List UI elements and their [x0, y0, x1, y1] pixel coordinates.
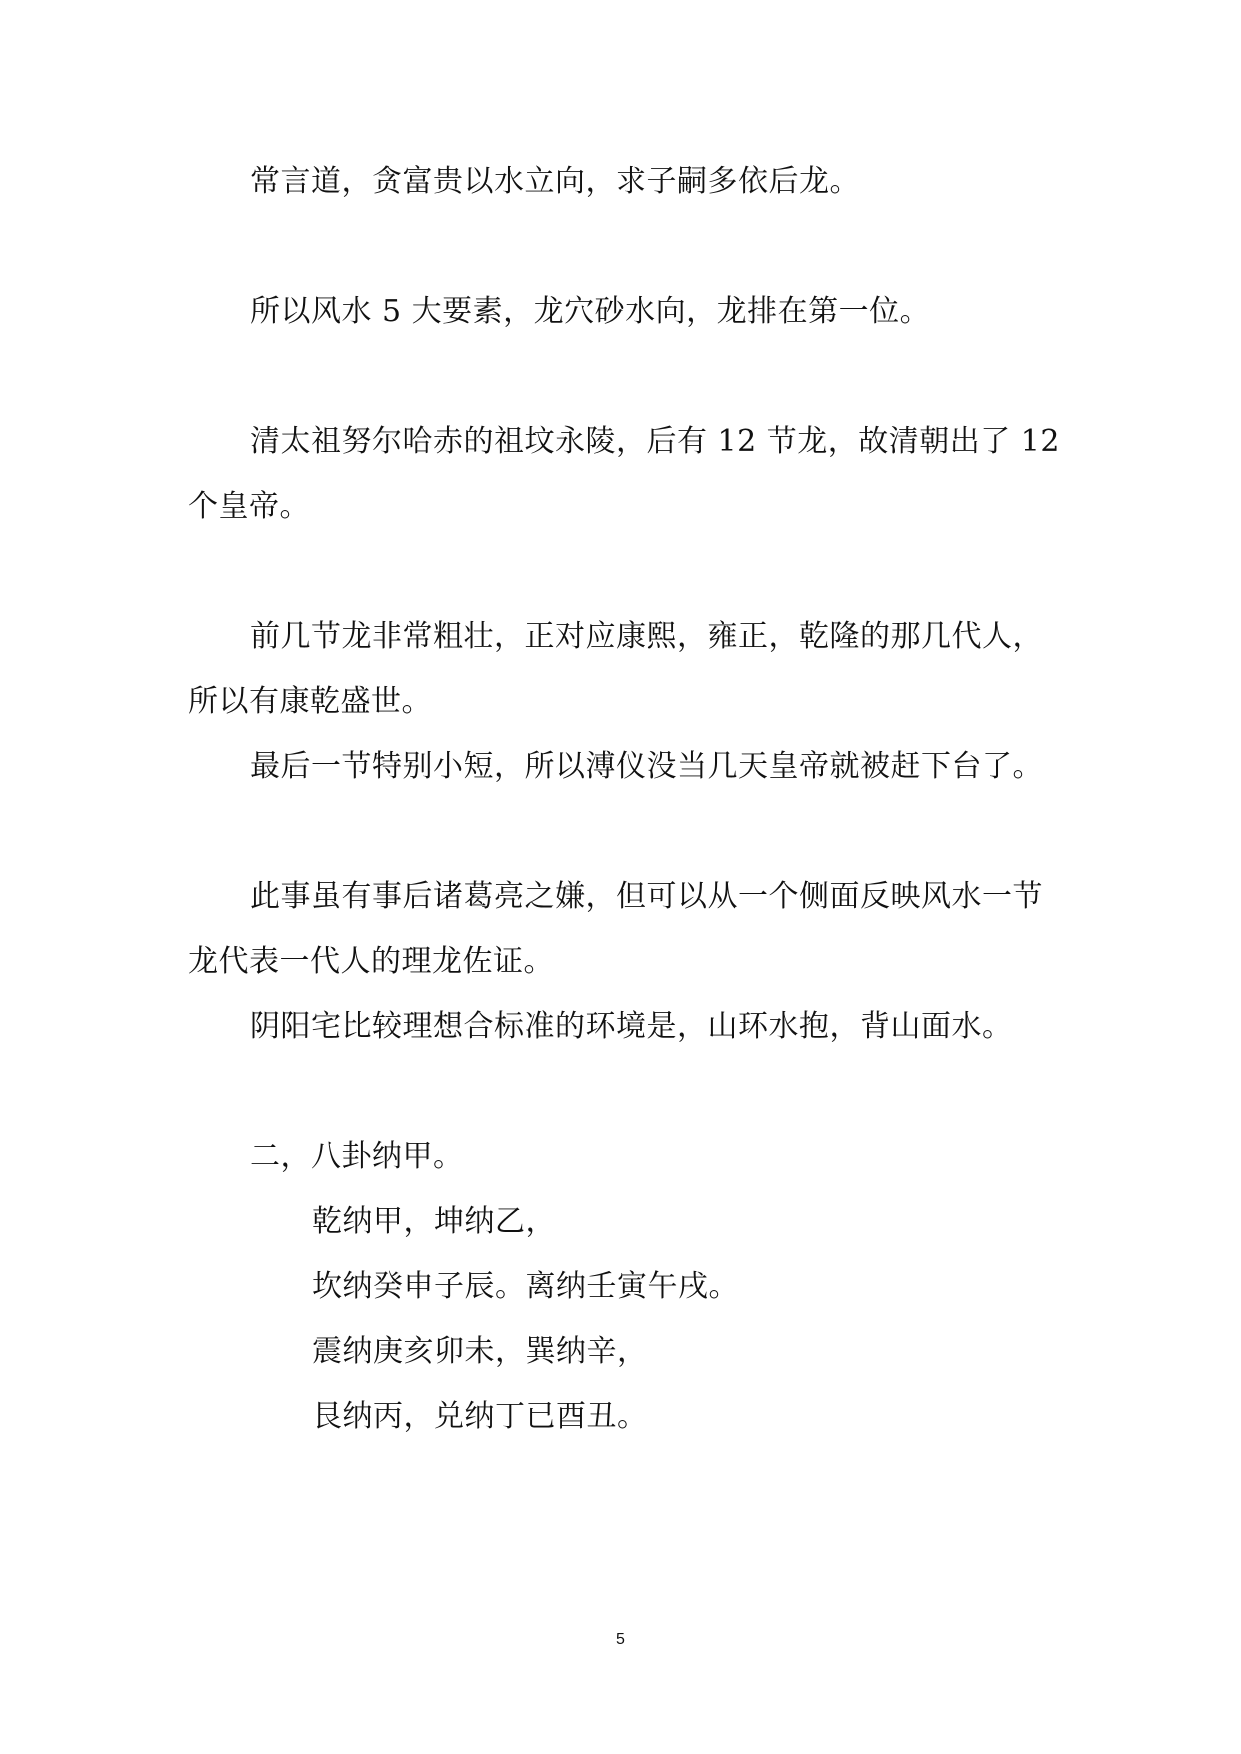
paragraph-6-line-1: 此事虽有事后诸葛亮之嫌，但可以从一个侧面反映风水一节	[250, 879, 1043, 914]
paragraph-1-line-1: 常言道，贪富贵以水立向，求子嗣多依后龙。	[250, 164, 860, 199]
section-item-2: 坎纳癸申子辰。离纳壬寅午戌。	[312, 1269, 739, 1304]
paragraph-4-line-2: 所以有康乾盛世。	[188, 684, 432, 719]
page-number: 5	[616, 1631, 625, 1648]
section-item-3: 震纳庚亥卯未，巽纳辛，	[312, 1334, 648, 1369]
section-item-1: 乾纳甲，坤纳乙，	[312, 1204, 556, 1239]
paragraph-5-line-1: 最后一节特别小短，所以溥仪没当几天皇帝就被赶下台了。	[250, 749, 1043, 784]
paragraph-3-line-1: 清太祖努尔哈赤的祖坟永陵，后有 12 节龙，故清朝出了 12	[250, 424, 1060, 459]
paragraph-7-line-1: 阴阳宅比较理想合标准的环境是，山环水抱，背山面水。	[250, 1009, 1013, 1044]
paragraph-3-line-2: 个皇帝。	[188, 489, 310, 524]
section-heading: 二，八卦纳甲。	[250, 1139, 464, 1174]
paragraph-2-line-1: 所以风水 5 大要素，龙穴砂水向，龙排在第一位。	[250, 294, 931, 329]
paragraph-4-line-1: 前几节龙非常粗壮，正对应康熙，雍正，乾隆的那几代人，	[250, 619, 1043, 654]
section-item-4: 艮纳丙，兑纳丁已酉丑。	[312, 1399, 648, 1434]
paragraph-6-line-2: 龙代表一代人的理龙佐证。	[188, 944, 554, 979]
